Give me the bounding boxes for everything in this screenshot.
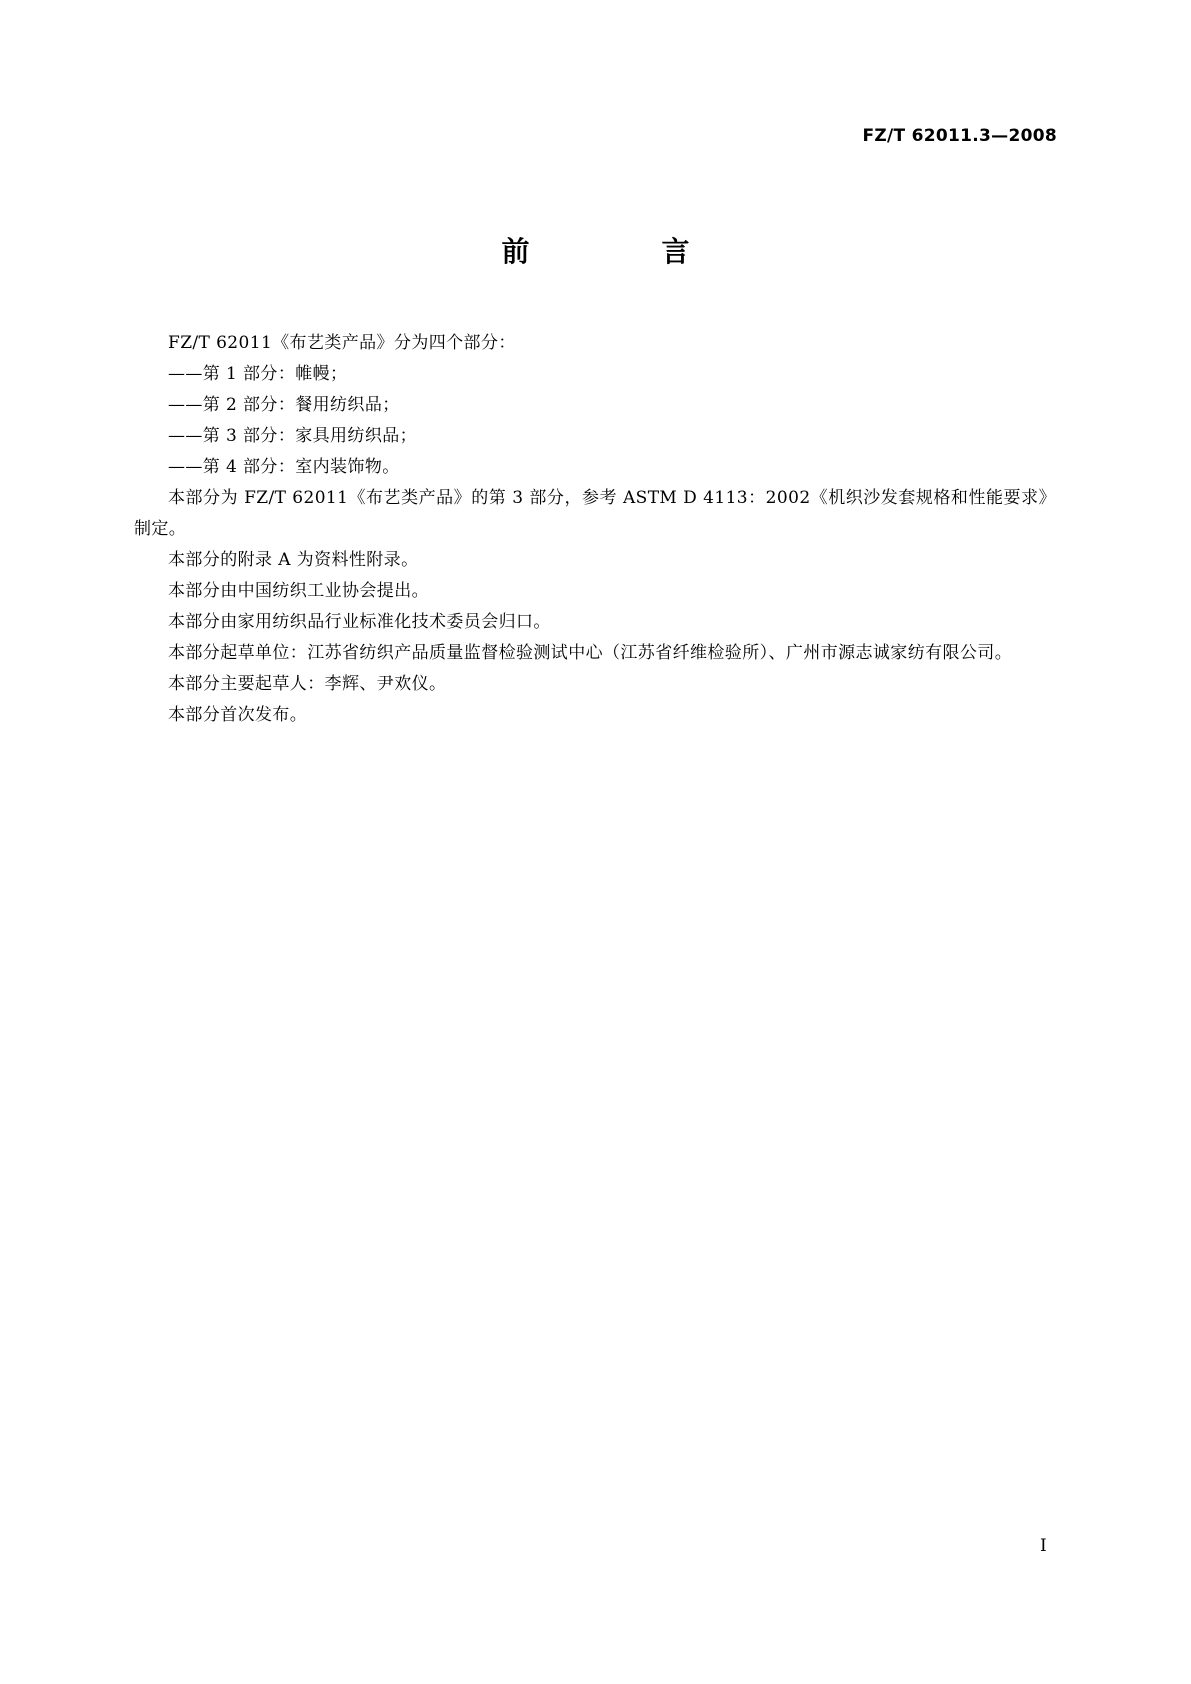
list-item-part-1: ——第 1 部分：帷幔； <box>168 364 348 384</box>
page-title: 前 言 <box>501 235 742 268</box>
list-item-part-4: ——第 4 部分：室内装饰物。 <box>168 457 400 477</box>
list-item-part-2: ——第 2 部分：餐用纺织品； <box>168 395 400 415</box>
paragraph-first-release: 本部分首次发布。 <box>168 705 308 725</box>
paragraph-annex: 本部分的附录 A 为资料性附录。 <box>168 550 419 570</box>
paragraph-proposer: 本部分由中国纺织工业协会提出。 <box>168 581 429 601</box>
page-number: I <box>1040 1536 1047 1556</box>
list-item-part-3: ——第 3 部分：家具用纺织品； <box>168 426 418 446</box>
paragraph-drafters: 本部分主要起草人：李辉、尹欢仪。 <box>168 674 447 694</box>
foreword-body <box>134 328 1056 731</box>
paragraph-committee: 本部分由家用纺织品行业标准化技术委员会归口。 <box>168 612 551 632</box>
paragraph-drafting-units: 本部分起草单位：江苏省纺织产品质量监督检验测试中心（江苏省纤维检验所）、广州市源志诚家纺有限公司。 <box>168 643 1013 663</box>
paragraph-reference: 本部分为 FZ/T 62011《布艺类产品》的第 3 部分，参考 ASTM D 4113：2002《机织沙发套规格和性能要求》制定。 <box>134 488 1056 539</box>
standard-code: FZ/T 62011.3—2008 <box>862 126 1057 146</box>
paragraph-parts-intro: FZ/T 62011《布艺类产品》分为四个部分： <box>168 333 516 353</box>
